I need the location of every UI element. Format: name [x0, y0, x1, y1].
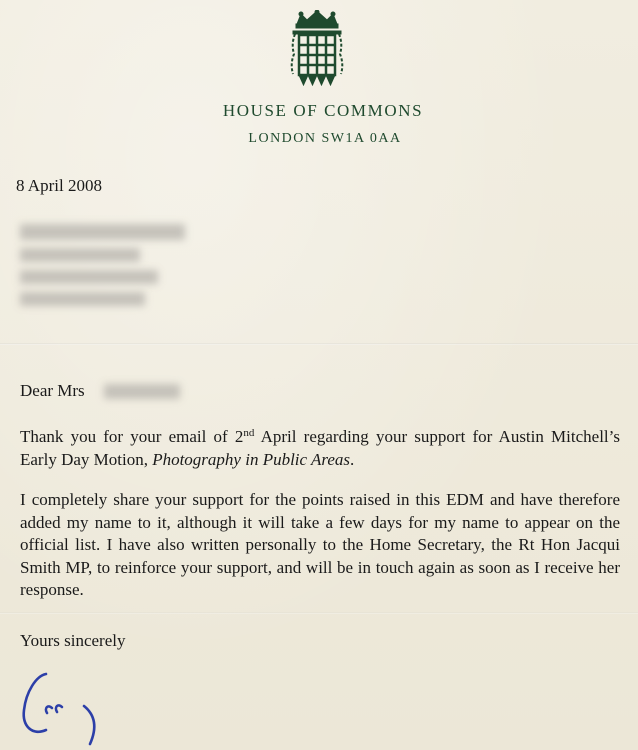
salutation-text: Dear Mrs — [20, 381, 85, 400]
handwritten-signature-icon — [14, 664, 124, 750]
redacted-recipient-name — [104, 384, 180, 399]
ordinal-suffix: nd — [243, 427, 255, 439]
salutation — [20, 381, 85, 401]
closing: Yours sincerely — [20, 631, 126, 650]
institution-address: LONDON SW1A 0AA — [248, 131, 402, 146]
paper-fold-line — [0, 343, 638, 345]
portcullis-crown-icon — [289, 10, 345, 86]
paragraph-support: I completely share your support for the points raised in this EDM and have therefore added my name to it, although it will take a few days for my name to appear on the official list. I have also written personally to the Home Secretary, the Rt Hon Jacqui Smith MP, to reinforce your support, and will be in touch again as soon as I receive her response. — [20, 490, 620, 599]
paragraph-thanks-middle: April regarding your support for Austin Mitchell’s Early Day Motion, — [20, 427, 620, 469]
paragraph-thanks-lead: Thank you for your email of 2 — [20, 427, 244, 446]
letter-date: 8 April 2008 — [16, 176, 102, 195]
motion-title: Photography in Public Areas — [152, 449, 351, 469]
institution-name: HOUSE OF COMMONS — [222, 101, 424, 120]
paper-fold-line — [0, 612, 638, 614]
paragraph-thanks — [20, 426, 620, 471]
paragraph-thanks-end: . — [350, 449, 355, 469]
